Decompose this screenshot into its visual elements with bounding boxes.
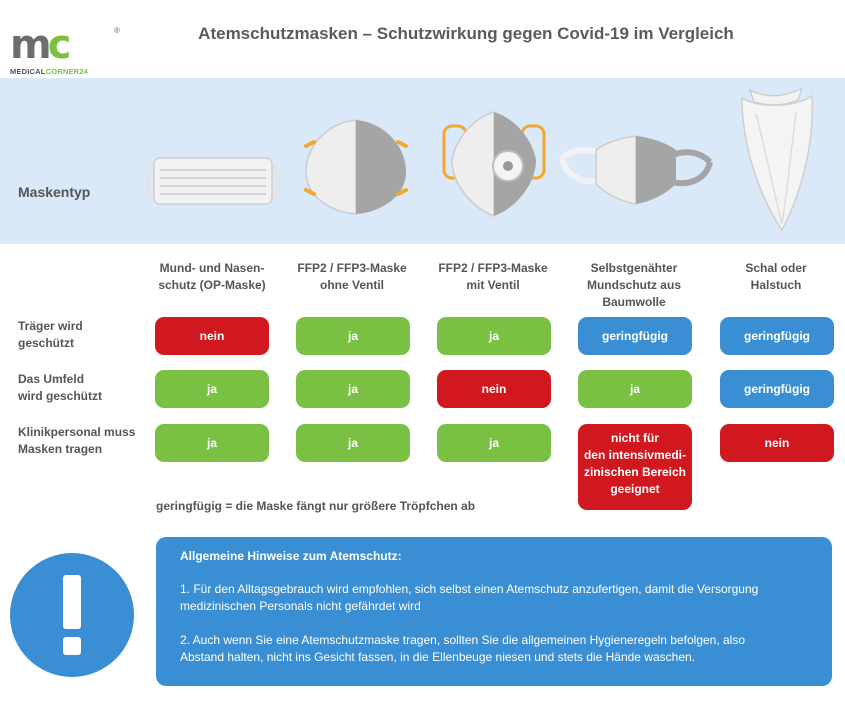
- status-badge: ja: [578, 370, 692, 408]
- hint-item: 1. Für den Alltagsgebrauch wird empfohlen, sich selbst einen Atemschutz anzufertigen, damit die Versorgung medizinischen Personals nicht gefährdet wird: [180, 582, 759, 613]
- brand-logo: [10, 24, 130, 80]
- scarf-icon: [736, 84, 816, 232]
- page-title: Atemschutzmasken – Schutzwirkung gegen Covid-19 im Vergleich: [198, 24, 734, 43]
- hints-box: [156, 537, 832, 686]
- status-badge: ja: [296, 317, 410, 355]
- status-badge: ja: [296, 370, 410, 408]
- status-badge: ja: [155, 370, 269, 408]
- logo-letters-grey: m: [10, 22, 48, 68]
- ffp-mask-no-valve-icon: [300, 116, 412, 216]
- status-badge: geringfügig: [578, 317, 692, 355]
- status-badge: nicht für den intensivmedi- zinischen Bereich geeignet: [578, 424, 692, 510]
- logo-registered-mark: ®: [114, 26, 120, 35]
- logo-letters-green: c: [47, 22, 68, 68]
- status-badge: geringfügig: [720, 317, 834, 355]
- status-badge: ja: [296, 424, 410, 462]
- row-label-clinic-staff: Klinikpersonal muss Masken tragen: [18, 425, 136, 456]
- status-badge: ja: [437, 317, 551, 355]
- column-header-ffp-no-valve: FFP2 / FFP3-Maske ohne Ventil: [297, 261, 407, 292]
- legend-note: geringfügig = die Maske fängt nur größere Tröpfchen ab: [156, 499, 476, 513]
- status-badge: nein: [155, 317, 269, 355]
- status-badge: nein: [720, 424, 834, 462]
- column-header-cloth-mask: Selbstgenähter Mundschutz aus Baumwolle: [586, 261, 681, 309]
- hints-title: Allgemeine Hinweise zum Atemschutz:: [180, 549, 402, 563]
- surgical-mask-icon: [146, 150, 280, 210]
- status-badge: ja: [155, 424, 269, 462]
- row-label-environment-protected: Das Umfeld wird geschützt: [18, 372, 103, 403]
- hint-item: 2. Auch wenn Sie eine Atemschutzmaske tragen, sollten Sie die allgemeinen Hygieneregeln befolgen, also Abstand halten, nicht ins Gesicht fassen, in die Ellenbeuge niesen und stets die Hände waschen.: [180, 633, 746, 664]
- mask-type-band: [0, 78, 845, 244]
- exclamation-icon: [10, 553, 134, 677]
- row-label-wearer-protected: Träger wird geschützt: [18, 319, 83, 350]
- column-header-ffp-valve: FFP2 / FFP3-Maske mit Ventil: [438, 261, 548, 292]
- cloth-mask-icon: [556, 128, 716, 208]
- column-header-op-mask: Mund- und Nasen- schutz (OP-Maske): [158, 261, 266, 292]
- status-badge: nein: [437, 370, 551, 408]
- status-badge: geringfügig: [720, 370, 834, 408]
- status-badge: ja: [437, 424, 551, 462]
- logo-subtitle: MEDICALCORNER24: [10, 67, 89, 76]
- ffp-mask-valve-icon: [438, 108, 550, 220]
- mask-type-label: Maskentyp: [18, 184, 91, 200]
- column-header-scarf: Schal oder Halstuch: [745, 261, 807, 292]
